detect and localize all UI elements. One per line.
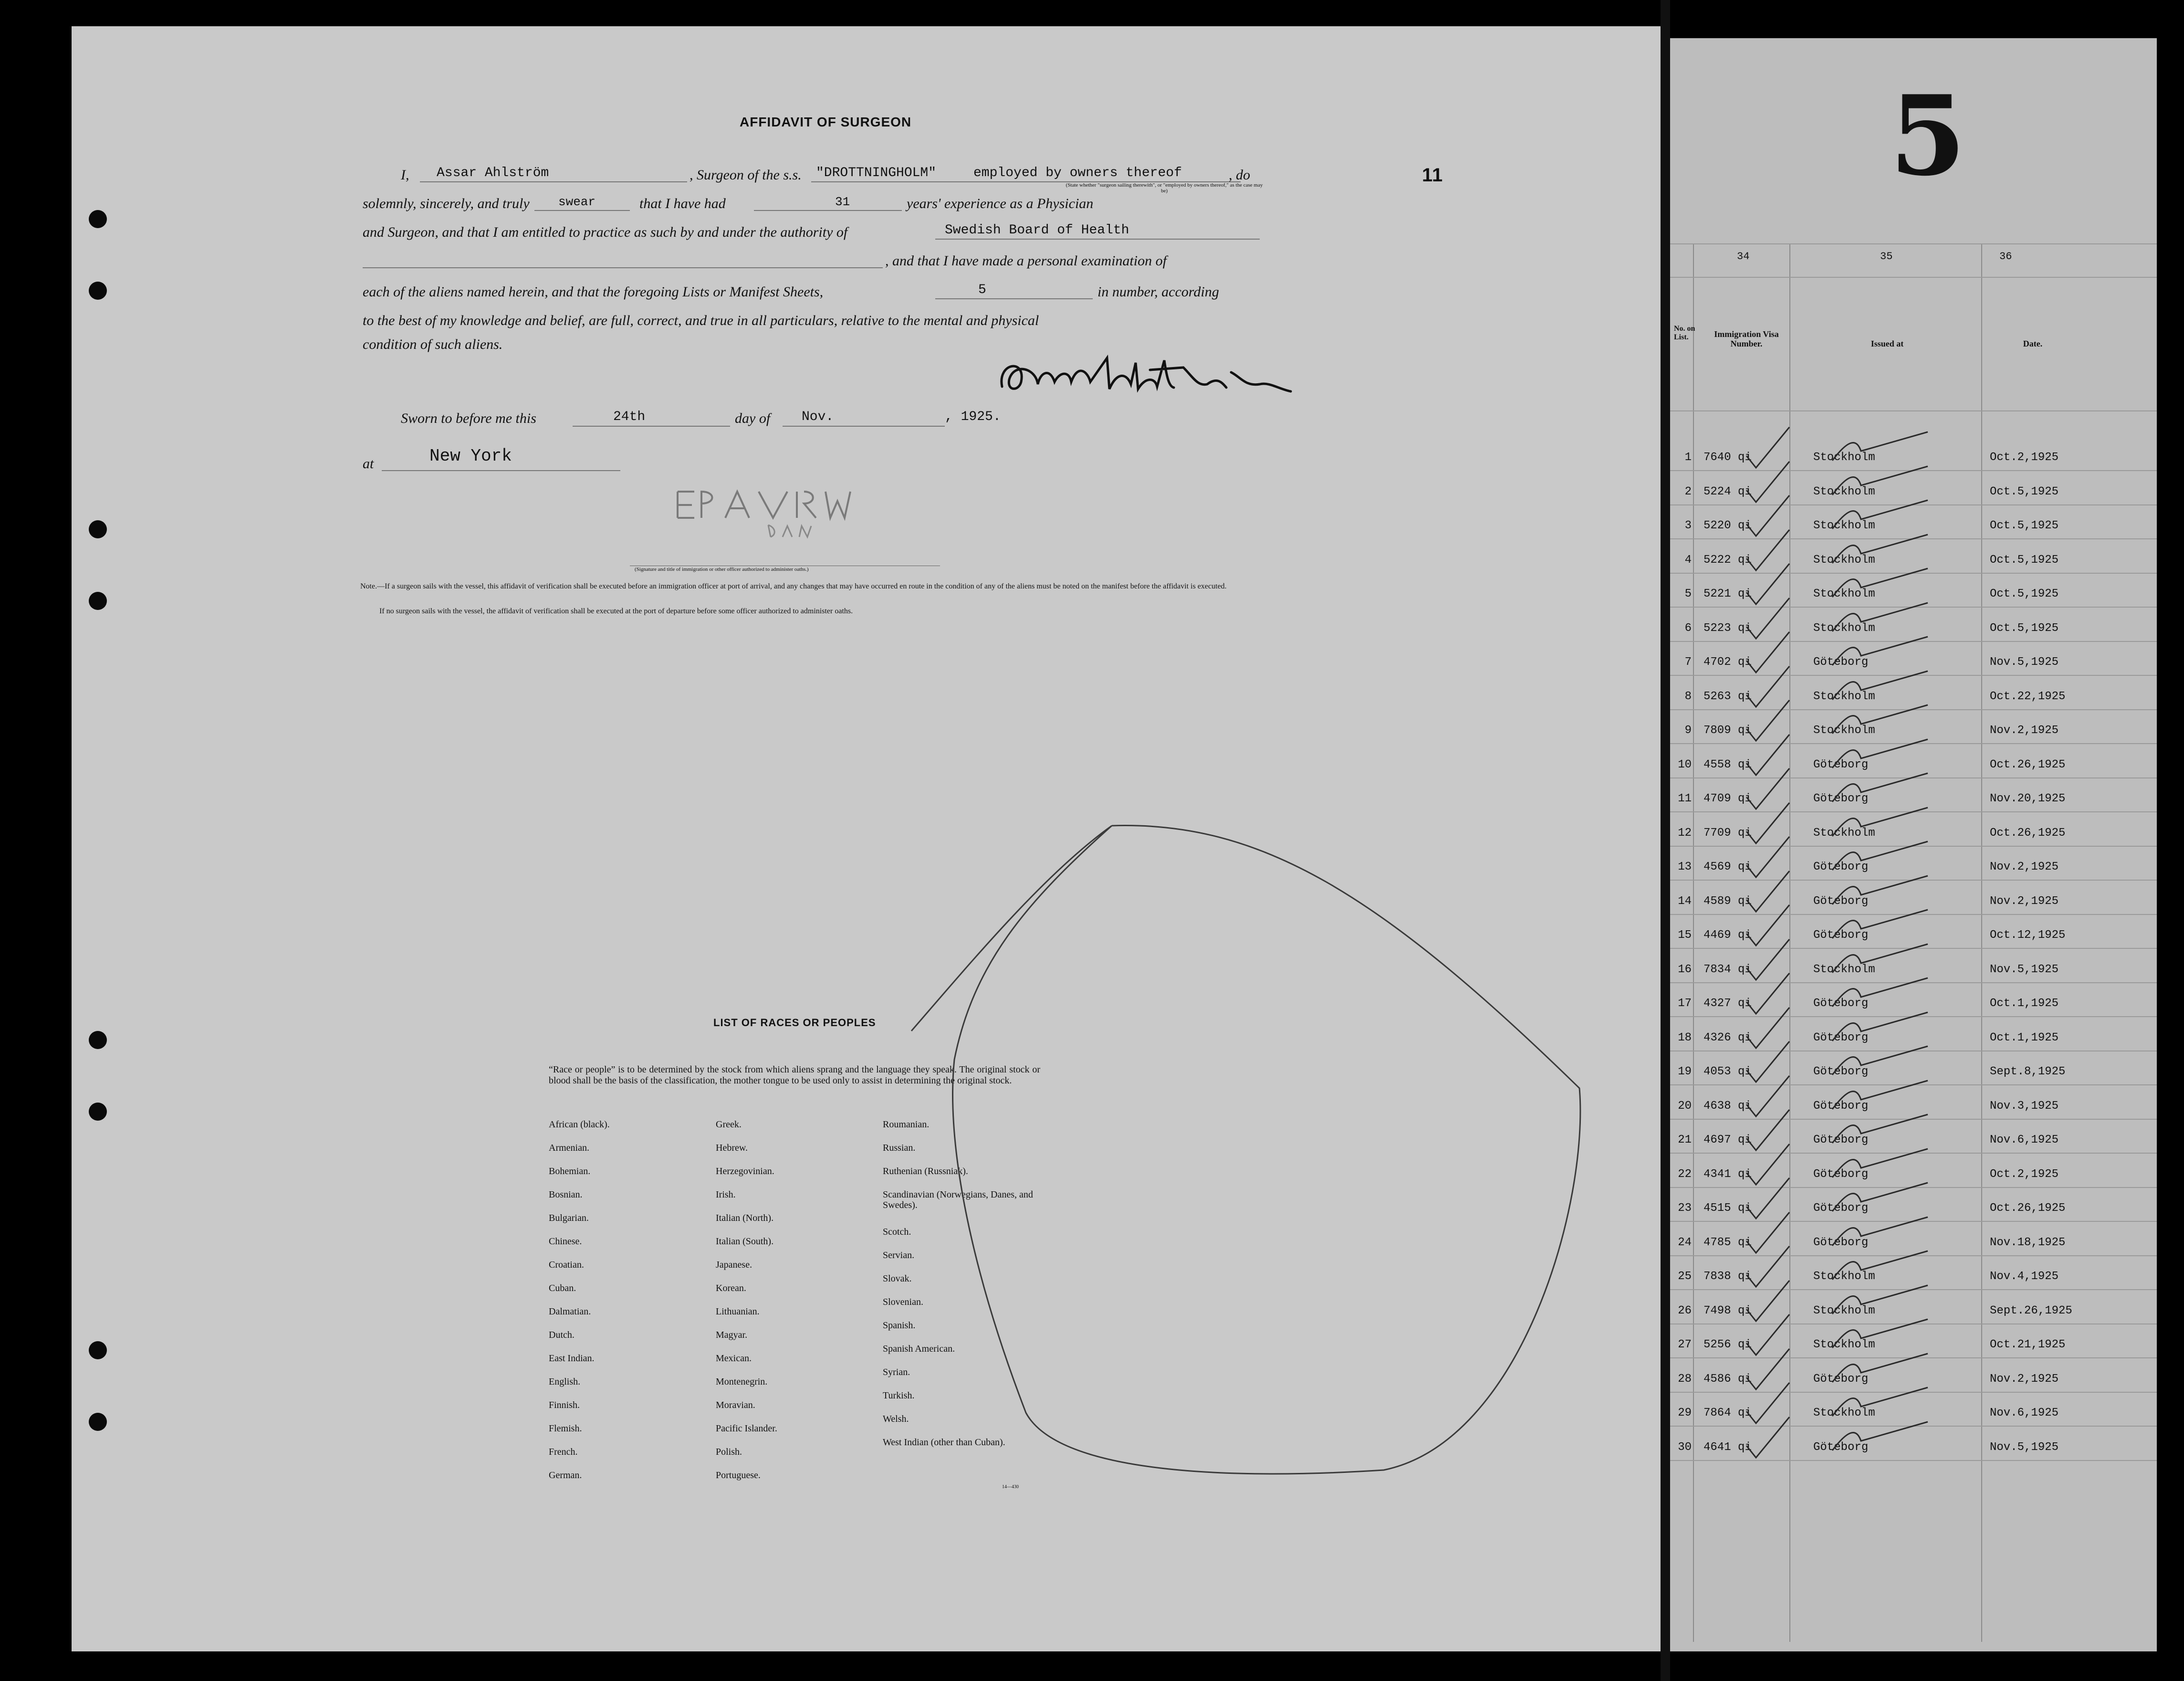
affidavit-line1-prefix: I, xyxy=(401,167,409,183)
page-number: 5 xyxy=(1890,72,1967,200)
issue-date: Nov.4,1925 xyxy=(1990,1270,2059,1283)
list-number: 30 xyxy=(1678,1440,1692,1454)
race-item: Mexican. xyxy=(716,1353,752,1364)
list-number: 26 xyxy=(1678,1304,1692,1317)
issue-date: Oct.2,1925 xyxy=(1990,451,2059,464)
race-item: West Indian (other than Cuban). xyxy=(883,1437,1005,1448)
issued-at: Göteborg xyxy=(1813,1202,1869,1215)
visa-number: 4586 qi xyxy=(1703,1372,1752,1386)
issue-date: Oct.1,1925 xyxy=(1990,997,2059,1010)
sworn-year: , 1925. xyxy=(945,410,1001,424)
ship-name: "DROTTNINGHOLM" xyxy=(816,166,937,180)
issue-date: Nov.6,1925 xyxy=(1990,1134,2059,1146)
issued-at: Stockholm xyxy=(1813,519,1875,532)
issued-at: Göteborg xyxy=(1813,997,1869,1010)
race-item: Welsh. xyxy=(883,1414,909,1424)
employment-type: employed by owners thereof xyxy=(973,166,1182,180)
header-issued-at: Issued at xyxy=(1871,339,1904,348)
issue-date: Oct.1,1925 xyxy=(1990,1031,2059,1044)
race-item: Bosnian. xyxy=(549,1189,583,1200)
races-title: LIST OF RACES OR PEOPLES xyxy=(713,1017,876,1029)
issued-at: Göteborg xyxy=(1813,758,1869,771)
visa-number: 5220 qi xyxy=(1703,519,1752,532)
issued-at: Göteborg xyxy=(1813,1236,1869,1249)
visa-number: 4697 qi xyxy=(1703,1134,1752,1146)
race-item: Ruthenian (Russniak). xyxy=(883,1166,968,1177)
officer-caption: (Signature and title of immigration or other officer authorized to administer oaths.) xyxy=(635,567,809,572)
list-number: 18 xyxy=(1678,1031,1692,1044)
race-item: Spanish. xyxy=(883,1320,916,1331)
issue-date: Oct.2,1925 xyxy=(1990,1167,2059,1181)
race-item: Irish. xyxy=(716,1189,736,1200)
sheet-gap xyxy=(1661,0,1670,1681)
race-item: French. xyxy=(549,1447,578,1457)
visa-number: 4469 qi xyxy=(1703,929,1752,942)
list-number: 22 xyxy=(1678,1167,1692,1181)
race-item: East Indian. xyxy=(549,1353,595,1364)
issue-date: Oct.5,1925 xyxy=(1990,553,2059,567)
sworn-day: 24th xyxy=(613,410,646,424)
race-item: Montenegrin. xyxy=(716,1376,768,1387)
affidavit-line3: and Surgeon, and that I am entitled to practice as such by and under the authority of xyxy=(363,224,848,240)
list-number: 4 xyxy=(1684,553,1692,567)
header-visa-number: Immigration Visa Number. xyxy=(1714,329,1779,348)
punch-hole xyxy=(89,520,107,538)
race-item: Spanish American. xyxy=(883,1344,955,1354)
issue-date: Sept.26,1925 xyxy=(1990,1304,2072,1317)
visa-number: 4558 qi xyxy=(1703,758,1752,771)
list-number: 24 xyxy=(1678,1236,1692,1249)
list-number: 12 xyxy=(1678,826,1692,840)
race-item: Roumanian. xyxy=(883,1119,930,1130)
punch-hole xyxy=(89,282,107,300)
race-item: Finnish. xyxy=(549,1400,580,1410)
race-item: English. xyxy=(549,1376,581,1387)
race-item: German. xyxy=(549,1470,582,1481)
race-item: Italian (North). xyxy=(716,1213,774,1223)
sworn-day-of: day of xyxy=(735,410,771,426)
list-number: 17 xyxy=(1678,997,1692,1010)
race-item: Italian (South). xyxy=(716,1236,774,1247)
issue-date: Nov.20,1925 xyxy=(1990,792,2066,805)
issue-date: Nov.5,1925 xyxy=(1990,1440,2059,1454)
visa-number: 7498 qi xyxy=(1703,1304,1752,1317)
affidavit-note-2: If no surgeon sails with the vessel, the affidavit of verification shall be executed at the port of departure before some officer authorized to administer oaths. xyxy=(379,607,853,615)
visa-number: 4327 qi xyxy=(1703,997,1752,1010)
visa-number: 7640 qi xyxy=(1703,451,1752,464)
visa-number: 4709 qi xyxy=(1703,792,1752,805)
punch-hole xyxy=(89,1031,107,1049)
surgeon-signature xyxy=(993,344,1298,406)
list-number: 13 xyxy=(1678,861,1692,873)
issued-at: Stockholm xyxy=(1813,724,1875,737)
list-number: 11 xyxy=(1678,792,1692,805)
header-list-no: No. on List. xyxy=(1674,325,1695,341)
issued-at: Stockholm xyxy=(1813,1270,1875,1283)
issued-at: Göteborg xyxy=(1813,792,1869,805)
list-number: 5 xyxy=(1684,588,1692,600)
issue-date: Oct.22,1925 xyxy=(1990,690,2066,703)
visa-number: 5256 qi xyxy=(1703,1338,1752,1351)
race-item: Croatian. xyxy=(549,1260,584,1270)
list-number: 16 xyxy=(1678,963,1692,976)
issued-at: Stockholm xyxy=(1813,553,1875,567)
race-item: Flemish. xyxy=(549,1423,582,1434)
issued-at: Göteborg xyxy=(1813,1099,1869,1113)
issued-at: Göteborg xyxy=(1813,1440,1869,1454)
at-label: at xyxy=(363,456,374,472)
affidavit-line7: condition of such aliens. xyxy=(363,336,503,352)
list-number: 28 xyxy=(1678,1372,1692,1386)
race-item: Lithuanian. xyxy=(716,1306,760,1317)
visa-number: 4638 qi xyxy=(1703,1099,1752,1113)
pencil-check-mark xyxy=(1737,1412,1975,1470)
affidavit-line2-start: solemnly, sincerely, and truly xyxy=(363,196,530,211)
issue-date: Oct.5,1925 xyxy=(1990,519,2059,532)
punch-hole xyxy=(89,1341,107,1359)
issued-at: Göteborg xyxy=(1813,1134,1869,1146)
visa-number: 4326 qi xyxy=(1703,1031,1752,1044)
visa-number: 7709 qi xyxy=(1703,826,1752,840)
issue-date: Oct.5,1925 xyxy=(1990,588,2059,600)
race-item: Polish. xyxy=(716,1447,742,1457)
race-item: Scandinavian (Norwegians, Danes, and Swedes). xyxy=(883,1189,1033,1210)
visa-number: 7834 qi xyxy=(1703,963,1752,976)
visa-number: 7838 qi xyxy=(1703,1270,1752,1283)
issue-date: Oct.21,1925 xyxy=(1990,1338,2066,1351)
race-item: Japanese. xyxy=(716,1260,752,1270)
visa-number: 4589 qi xyxy=(1703,894,1752,908)
col-number-34: 34 xyxy=(1737,251,1750,263)
race-item: Turkish. xyxy=(883,1390,915,1401)
issue-date: Nov.6,1925 xyxy=(1990,1407,2059,1419)
list-number: 23 xyxy=(1678,1202,1692,1215)
issue-date: Oct.5,1925 xyxy=(1990,621,2059,635)
header-date: Date. xyxy=(2023,339,2043,348)
issued-at: Stockholm xyxy=(1813,588,1875,600)
issued-at: Stockholm xyxy=(1813,485,1875,498)
race-item: Slovenian. xyxy=(883,1297,923,1307)
visa-number: 4053 qi xyxy=(1703,1065,1752,1078)
issued-at: Stockholm xyxy=(1813,1338,1875,1351)
affidavit-line1-end: , do xyxy=(1229,167,1250,183)
affidavit-line2-end: years' experience as a Physician xyxy=(907,196,1094,211)
visa-number: 5263 qi xyxy=(1703,690,1752,703)
list-number: 14 xyxy=(1678,894,1692,908)
visa-number: 4569 qi xyxy=(1703,861,1752,873)
surgeon-name: Assar Ahlström xyxy=(437,166,549,180)
issued-at: Stockholm xyxy=(1813,621,1875,635)
sworn-prefix: Sworn to before me this xyxy=(401,410,536,426)
affidavit-line5-end: in number, according xyxy=(1097,284,1219,300)
issued-at: Stockholm xyxy=(1813,690,1875,703)
list-number: 10 xyxy=(1678,758,1692,771)
officer-signature xyxy=(673,482,854,539)
list-number: 3 xyxy=(1684,519,1692,532)
race-item: Armenian. xyxy=(549,1143,589,1153)
oath-word: swear xyxy=(558,195,596,209)
visa-number: 5223 qi xyxy=(1703,621,1752,635)
race-item: Russian. xyxy=(883,1143,916,1153)
issue-date: Nov.5,1925 xyxy=(1990,963,2059,976)
affidavit-line1-mid: , Surgeon of the s.s. xyxy=(690,167,802,183)
race-item: Cuban. xyxy=(549,1283,576,1293)
list-number: 20 xyxy=(1678,1099,1692,1113)
years-experience: 31 xyxy=(835,195,850,209)
pencil-loop-mark xyxy=(902,821,1589,1480)
list-number: 15 xyxy=(1678,929,1692,942)
sworn-month: Nov. xyxy=(802,410,834,424)
race-item: Pacific Islander. xyxy=(716,1423,777,1434)
list-number: 21 xyxy=(1678,1134,1692,1146)
issued-at: Göteborg xyxy=(1813,861,1869,873)
race-item: Syrian. xyxy=(883,1367,910,1377)
issued-at: Göteborg xyxy=(1813,1167,1869,1181)
races-intro: “Race or people” is to be determined by the stock from which aliens sprang and the language they speak. The original stock or blood shall be the basis of the classification, the mother tongue to be used only to assist in determining the original stock. xyxy=(549,1064,1040,1086)
punch-hole xyxy=(89,592,107,610)
race-item: Hebrew. xyxy=(716,1143,748,1153)
list-number: 9 xyxy=(1684,724,1692,737)
visa-number: 4702 qi xyxy=(1703,656,1752,669)
list-number: 8 xyxy=(1684,690,1692,703)
form-code: 14—430 xyxy=(1002,1484,1019,1490)
issue-date: Oct.5,1925 xyxy=(1990,485,2059,498)
visa-number: 4641 qi xyxy=(1703,1440,1752,1454)
authority: Swedish Board of Health xyxy=(945,223,1129,238)
races-column-2 xyxy=(716,1119,777,1493)
affidavit-line6: to the best of my knowledge and belief, are full, correct, and true in all particulars, relative to the mental and physical xyxy=(363,313,1039,328)
issue-date: Nov.18,1925 xyxy=(1990,1236,2066,1249)
issue-date: Nov.2,1925 xyxy=(1990,894,2059,908)
race-item: Herzegovinian. xyxy=(716,1166,774,1177)
race-item: Magyar. xyxy=(716,1330,748,1340)
issued-at: Göteborg xyxy=(1813,1372,1869,1386)
col-number-35: 35 xyxy=(1880,251,1893,263)
issued-at: Göteborg xyxy=(1813,894,1869,908)
issue-date: Nov.3,1925 xyxy=(1990,1099,2059,1113)
list-number: 1 xyxy=(1684,451,1692,464)
issued-at: Göteborg xyxy=(1813,929,1869,942)
race-item: Korean. xyxy=(716,1283,746,1293)
affidavit-line5-start: each of the aliens named herein, and that the foregoing Lists or Manifest Sheets, xyxy=(363,284,824,300)
issue-date: Oct.26,1925 xyxy=(1990,1202,2066,1215)
sheet-number: 11 xyxy=(1422,165,1443,186)
race-item: Dutch. xyxy=(549,1330,575,1340)
affidavit-title: AFFIDAVIT OF SURGEON xyxy=(740,115,912,129)
list-number: 6 xyxy=(1684,621,1692,635)
issue-date: Oct.26,1925 xyxy=(1990,758,2066,771)
issued-at: Stockholm xyxy=(1813,451,1875,464)
affidavit-line2-mid: that I have had xyxy=(639,196,726,211)
issued-at: Stockholm xyxy=(1813,1304,1875,1317)
issued-at: Stockholm xyxy=(1813,963,1875,976)
employment-note: (State whether "surgeon sailing therewith", or "employed by owners thereof," as the case may be) xyxy=(1066,182,1263,194)
race-item: Greek. xyxy=(716,1119,742,1130)
visa-number: 4515 qi xyxy=(1703,1202,1752,1215)
issued-at: Göteborg xyxy=(1813,656,1869,669)
list-number: 2 xyxy=(1684,485,1692,498)
issued-at: Göteborg xyxy=(1813,1065,1869,1078)
race-item: Dalmatian. xyxy=(549,1306,591,1317)
race-item: Bulgarian. xyxy=(549,1213,589,1223)
issue-date: Nov.2,1925 xyxy=(1990,724,2059,737)
affidavit-line4: , and that I have made a personal examination of xyxy=(885,253,1167,269)
punch-hole xyxy=(89,1413,107,1431)
visa-number: 5221 qi xyxy=(1703,588,1752,600)
race-item: Servian. xyxy=(883,1250,915,1261)
issue-date: Oct.12,1925 xyxy=(1990,929,2066,942)
list-number: 29 xyxy=(1678,1407,1692,1419)
visa-number: 7864 qi xyxy=(1703,1407,1752,1419)
visa-number: 4785 qi xyxy=(1703,1236,1752,1249)
visa-number: 7809 qi xyxy=(1703,724,1752,737)
issue-date: Nov.2,1925 xyxy=(1990,1372,2059,1386)
sheet-count: 5 xyxy=(978,283,986,297)
list-number: 19 xyxy=(1678,1065,1692,1078)
visa-number: 5222 qi xyxy=(1703,553,1752,567)
race-item: Portuguese. xyxy=(716,1470,761,1481)
list-number: 27 xyxy=(1678,1338,1692,1351)
race-item: African (black). xyxy=(549,1119,610,1130)
race-item: Chinese. xyxy=(549,1236,582,1247)
visa-number: 5224 qi xyxy=(1703,485,1752,498)
affidavit-note-1: Note.—If a surgeon sails with the vessel, this affidavit of verification shall be executed before an immigration officer at port of arrival, and any changes that may have occurred en route in the condition of any of the aliens must be noted on the manifest before the affidavit is executed. xyxy=(360,582,1227,590)
issued-at: Stockholm xyxy=(1813,1407,1875,1419)
race-item: Moravian. xyxy=(716,1400,755,1410)
issued-at: Stockholm xyxy=(1813,826,1875,840)
list-number: 7 xyxy=(1684,656,1692,669)
issue-date: Oct.26,1925 xyxy=(1990,826,2066,840)
punch-hole xyxy=(89,1103,107,1121)
punch-hole xyxy=(89,210,107,228)
race-item: Slovak. xyxy=(883,1273,912,1284)
issued-at: Göteborg xyxy=(1813,1031,1869,1044)
issue-date: Sept.8,1925 xyxy=(1990,1065,2066,1078)
col-number-36: 36 xyxy=(1999,251,2012,263)
race-item: Scotch. xyxy=(883,1227,911,1237)
issue-date: Nov.2,1925 xyxy=(1990,861,2059,873)
issue-date: Nov.5,1925 xyxy=(1990,656,2059,669)
race-item: Bohemian. xyxy=(549,1166,591,1177)
list-number: 25 xyxy=(1678,1270,1692,1283)
at-place: New York xyxy=(429,446,512,466)
visa-number: 4341 qi xyxy=(1703,1167,1752,1181)
races-column-1 xyxy=(549,1119,610,1493)
